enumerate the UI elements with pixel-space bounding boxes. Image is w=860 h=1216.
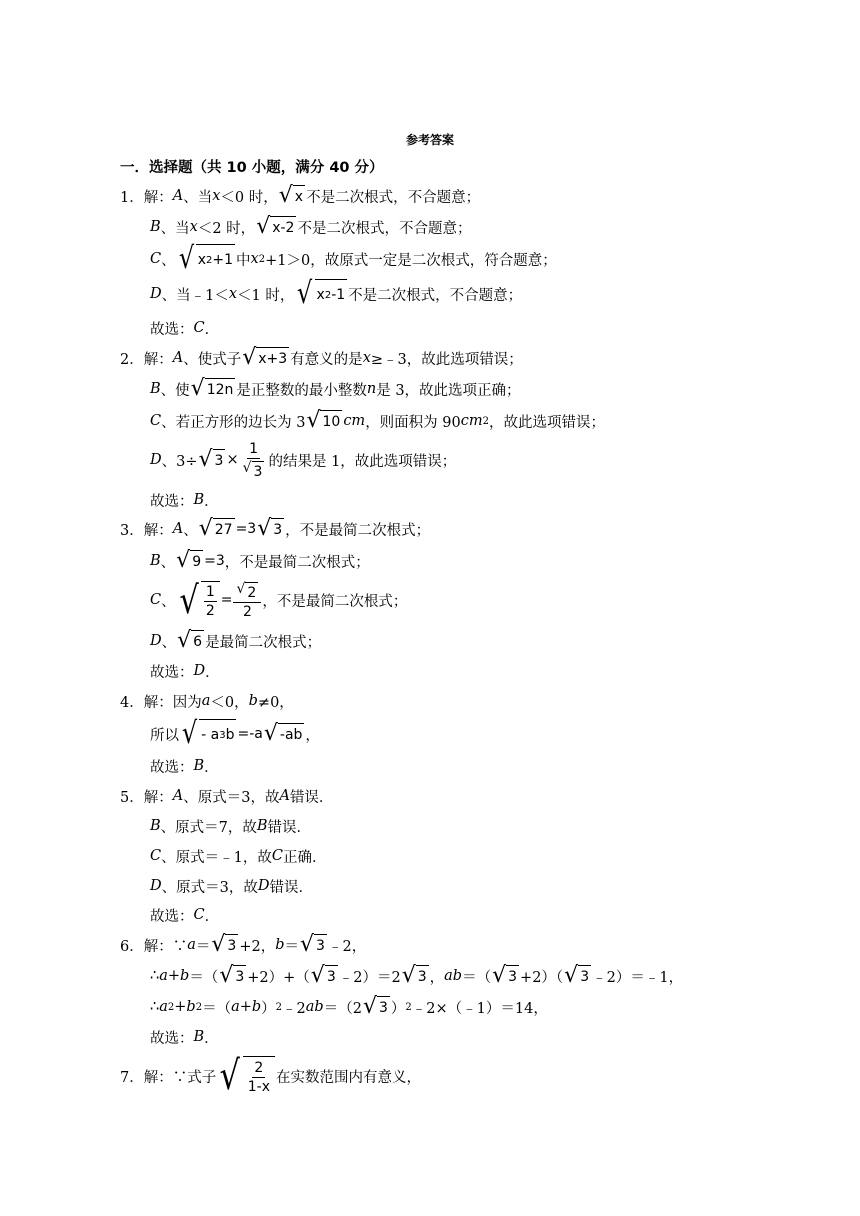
q2-line-c: C 、若正方形的边长为 3 √ 10 cm ，则面积为 90 cm 2 ，故此选项错误；: [150, 408, 605, 433]
radical: √ 3: [300, 932, 325, 957]
q1-answer: 故选： C ．: [150, 320, 220, 338]
radical: √ x: [278, 183, 304, 208]
fraction: 1 √ 3: [242, 440, 263, 480]
radical: √ 3: [401, 963, 427, 988]
q3-line-c: C 、 √ $\frac{1}{2}$ = √ 2 2 ，不是最简二次根式；: [150, 577, 408, 622]
q6-answer: 故选： B ．: [150, 1029, 219, 1047]
fraction: √ 2 2: [233, 580, 261, 621]
radical: √ 10: [306, 408, 341, 433]
q2-line-a: 2． 解： A 、使式子 √ x+3 有意义的是 x ≥﹣3，故此选项错误；: [120, 345, 523, 370]
radical: √ - a 3 b: [181, 716, 235, 751]
section-heading: 一．选择题（共 10 小题，满分 40 分）: [120, 160, 384, 176]
q5-line-b: B 、原式＝7，故 B 错误．: [150, 818, 312, 836]
q3-line-d: D 、 √ 6 是最简二次根式；: [150, 628, 322, 653]
radical: √ 6: [177, 628, 203, 653]
q5-line-a: 5． 解： A 、原式＝3，故 A 错误．: [120, 783, 333, 809]
radical: √ $\frac{1}{2}$: [177, 581, 220, 620]
radical: √ x 2 +1: [178, 241, 234, 276]
q2-answer: 故选： B ．: [150, 492, 219, 510]
radical: √ 3: [492, 963, 518, 988]
q6-line-2: ∴ a+b ＝（ √ 3 +2）+（ √ 3 ﹣2）＝2 √ 3 ， ab ＝（ √ 3 +2）（ √ 3 ﹣2）＝﹣1，: [150, 963, 684, 988]
question-number: 7．: [120, 1069, 144, 1086]
radical: √ x-2: [256, 214, 295, 239]
question-number: 6．: [120, 938, 144, 955]
q3-line-b: B 、 √ 9 =3 ，不是最简二次根式；: [150, 548, 370, 573]
q3-line-a: 3． 解： A 、 √ 27 =3 √ 3 ，不是最简二次根式；: [120, 516, 431, 541]
q1-line-b: B 、当 x ＜2 时， √ x-2 不是二次根式，不合题意；: [150, 214, 472, 239]
radical: √ x+3: [242, 345, 288, 370]
question-number: 5．: [120, 789, 144, 806]
question-number: 3．: [120, 522, 144, 539]
radical: √ -ab: [263, 721, 303, 746]
radical: √ 3: [310, 963, 336, 988]
radical: √ 12n: [190, 376, 234, 401]
question-number: 1．: [120, 189, 144, 206]
q2-line-b: B 、使 √ 12n 是正整数的最小整数 n 是 3，故此选项正确；: [150, 376, 521, 401]
radical: √ $\frac{2}{1-x}$: [217, 1056, 275, 1096]
radical: √ 3: [211, 932, 237, 957]
radical: √ 3: [564, 963, 590, 988]
q4-answer: 故选： B ．: [150, 758, 219, 776]
radical: √ 3: [198, 447, 224, 472]
q4-line-1: 4． 解：因为 a ＜0， b ≠0，: [120, 688, 294, 714]
q4-line-2: 所以 √ - a 3 b =-a √ -ab ，: [150, 716, 320, 751]
q1-line-a: 1． 解： A 、当 x ＜0 时， √ x 不是二次根式，不合题意；: [120, 183, 481, 208]
q7-line-1: 7． 解：∵式子 √ $\frac{2}{1-x}$ 在实数范围内有意义，: [120, 1053, 421, 1099]
radical: √ 9: [176, 548, 202, 573]
radical: √ 27: [198, 516, 233, 541]
q3-answer: 故选： D ．: [150, 663, 220, 681]
q5-line-c: C 、原式＝﹣1，故 C 正确．: [150, 848, 327, 866]
question-number: 2．: [120, 351, 144, 368]
q6-line-1: 6． 解：∵ a ＝ √ 3 +2， b ＝ √ 3 ﹣2，: [120, 932, 367, 957]
q1-line-d: D 、当﹣1＜ x ＜1 时， √ x 2 -1 不是二次根式，不合题意；: [150, 276, 523, 311]
q1-line-c: C 、 √ x 2 +1 中 x 2 +1＞0，故原式一定是二次根式，符合题意；: [150, 241, 557, 276]
radical: √ 3: [362, 994, 388, 1019]
page-title: 参考答案: [405, 133, 454, 147]
q5-answer: 故选： C ．: [150, 907, 220, 925]
radical: √ x 2 -1: [297, 276, 346, 311]
radical: √ 3: [257, 516, 283, 541]
q2-line-d: D 、3÷ √ 3 × 1 √ 3 的结果是 1，故此选项错误；: [150, 440, 457, 480]
question-number: 4．: [120, 694, 144, 711]
q6-line-3: ∴ a 2 + b 2 ＝（ a+b ） 2 ﹣2 ab ＝（2 √ 3 ） 2 ﹣2×（﹣1）＝14，: [150, 994, 548, 1019]
q5-line-d: D 、原式＝3，故 D 错误．: [150, 878, 314, 896]
radical: √ 3: [219, 963, 245, 988]
